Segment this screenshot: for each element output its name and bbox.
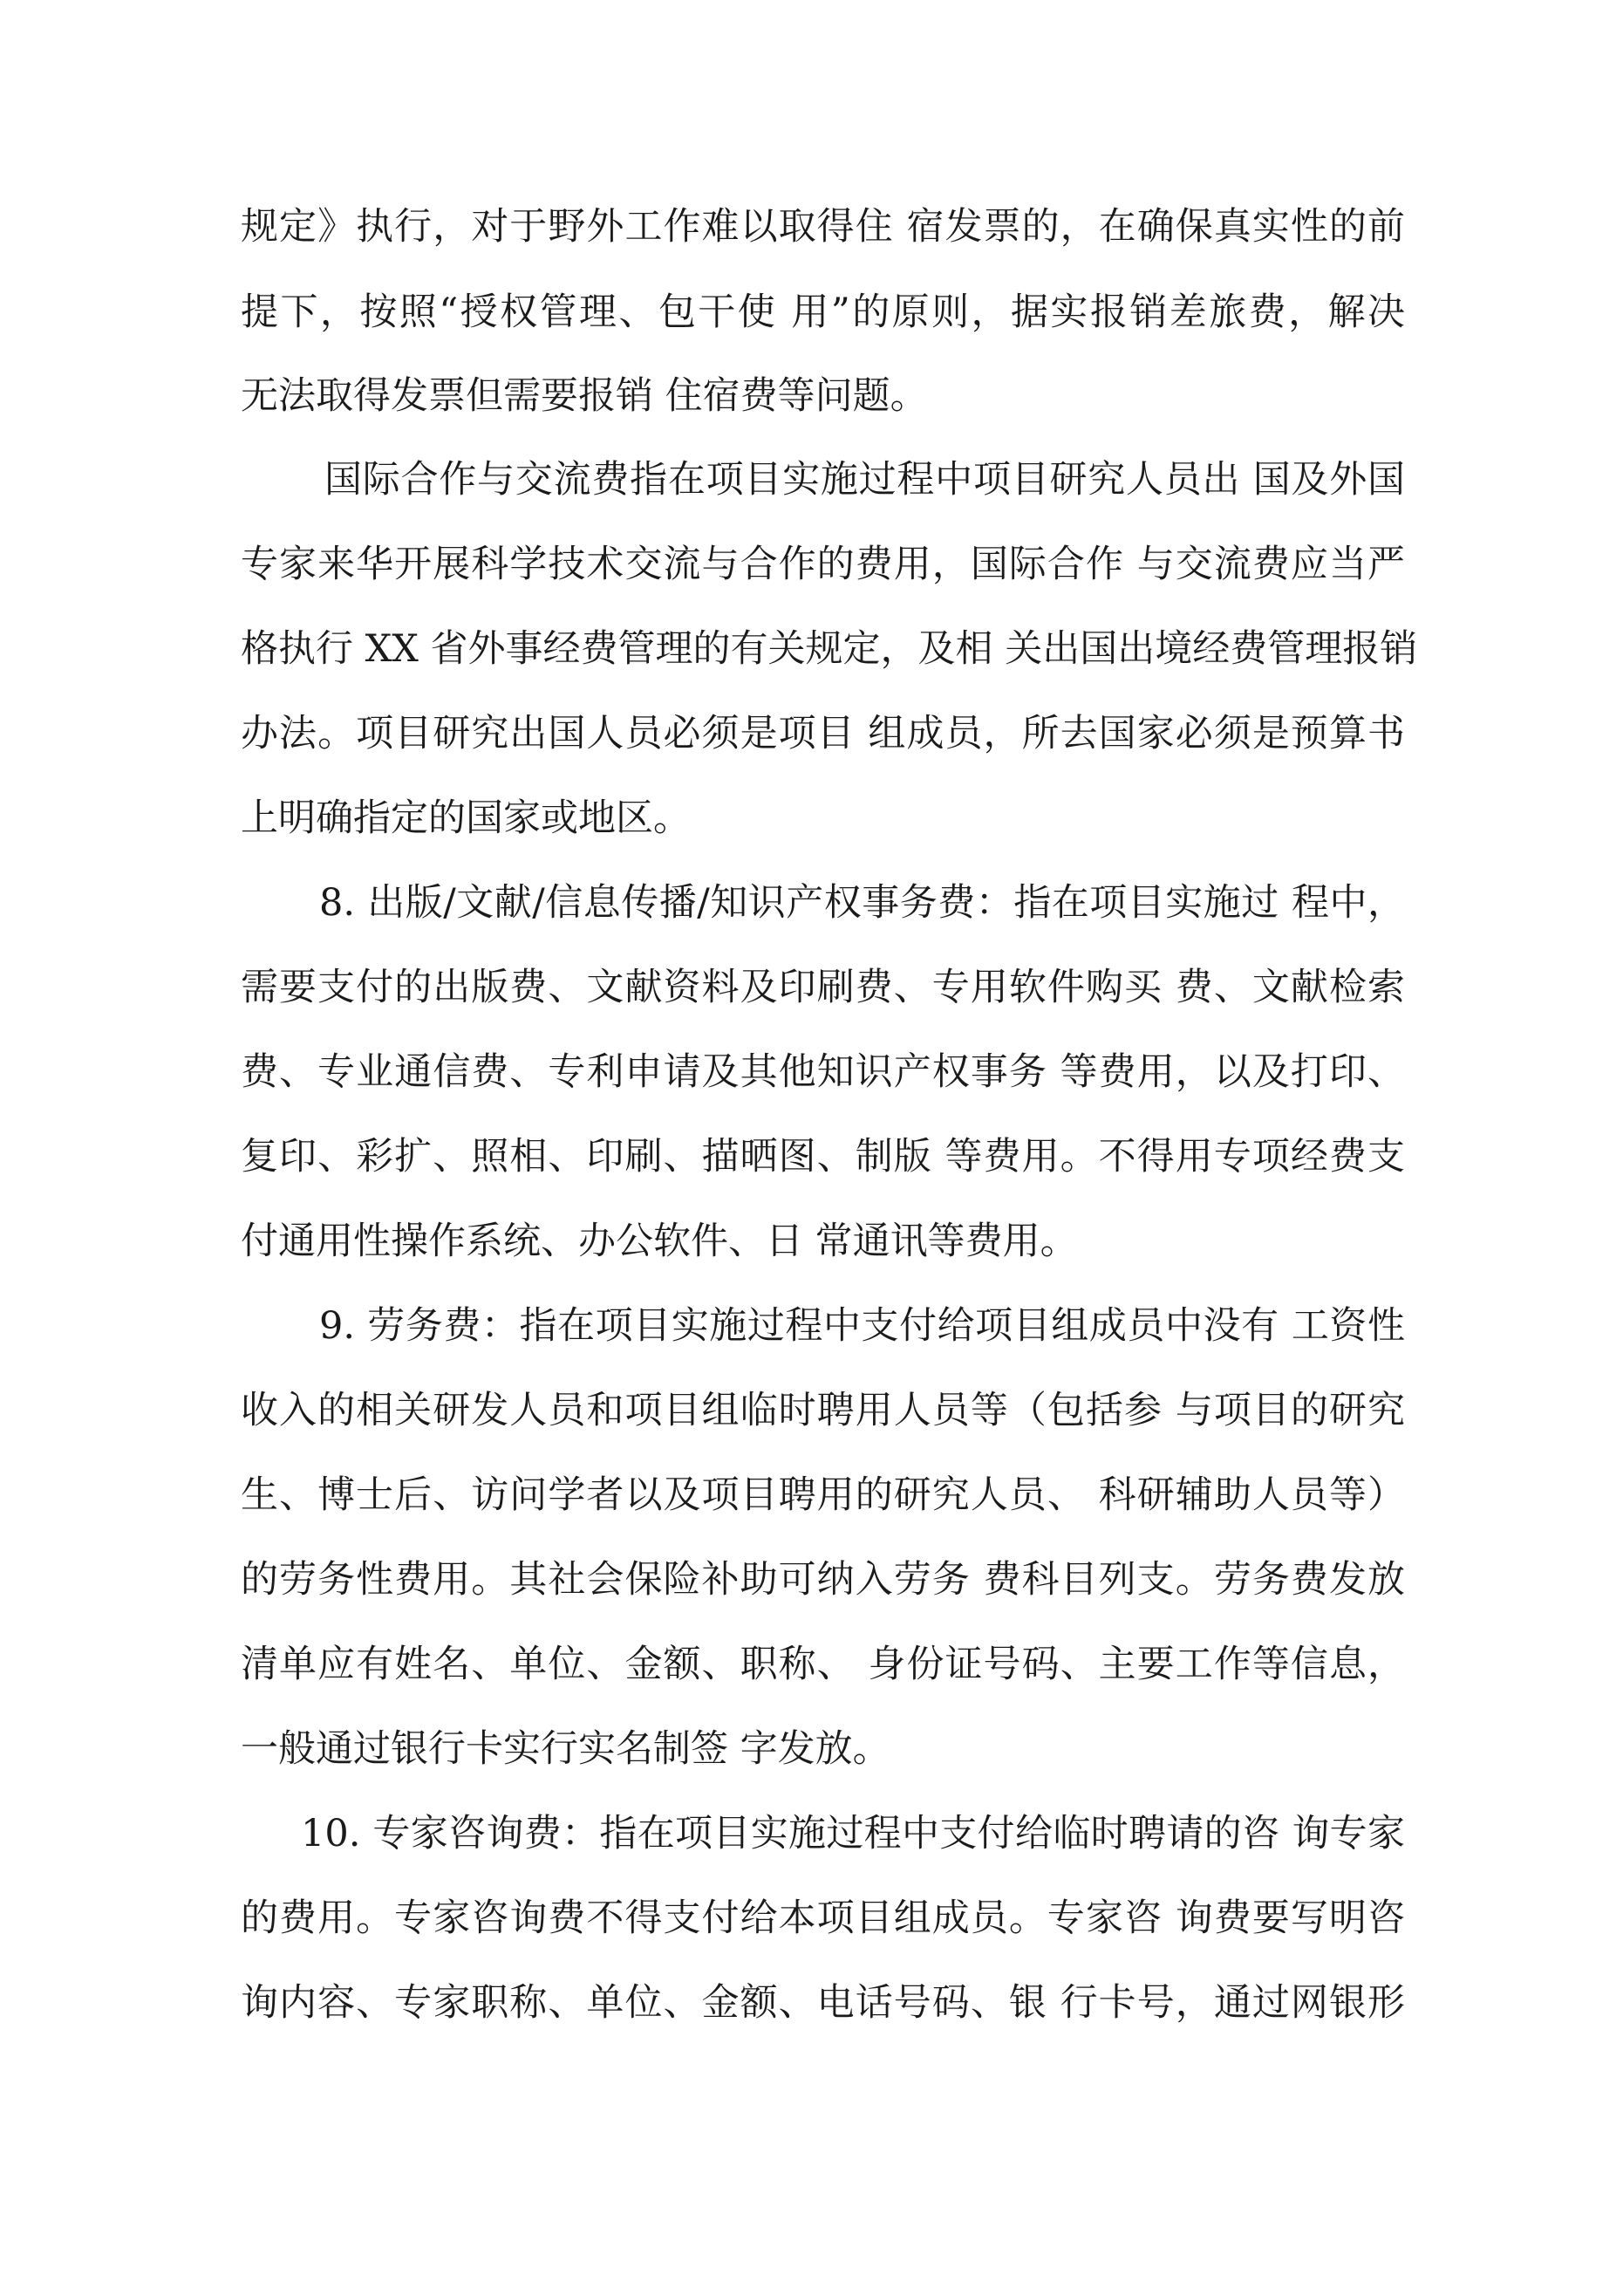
paragraph-line: 的劳务性费用。其社会保险补助可纳入劳务 费科目列支。劳务费发放: [241, 1558, 1405, 1602]
paragraph-line: 收入的相关研发人员和项目组临时聘用人员等（包括参 与项目的研究: [241, 1389, 1405, 1432]
paragraph-line: 格执行 XX 省外事经费管理的有关规定，及相 关出国出境经费管理报销: [241, 627, 1418, 671]
paragraph-line: 办法。项目研究出国人员必须是项目 组成员，所去国家必须是预算书: [241, 712, 1405, 755]
paragraph-line: 规定》执行，对于野外工作难以取得住 宿发票的，在确保真实性的前: [241, 205, 1405, 249]
paragraph-line: 需要支付的出版费、文献资料及印刷费、专用软件购买 费、文献检索: [241, 966, 1405, 1009]
paragraph-line: 生、博士后、访问学者以及项目聘用的研究人员、 科研辅助人员等）: [241, 1473, 1405, 1517]
paragraph-line: 费、专业通信费、专利申请及其他知识产权事务 等费用，以及打印、: [241, 1050, 1405, 1094]
paragraph-line: 上明确指定的国家或地区。: [241, 796, 691, 840]
paragraph-line: 提下，按照“授权管理、包干使 用”的原则，据实报销差旅费，解决: [241, 290, 1405, 334]
paragraph-line: 8. 出版/文献/信息传播/知识产权事务费：指在项目实施过 程中，: [319, 881, 1405, 925]
paragraph-line: 付通用性操作系统、办公软件、日 常通讯等费用。: [241, 1220, 1078, 1263]
paragraph-line: 一般通过银行卡实行实名制签 字发放。: [241, 1727, 890, 1771]
paragraph-line: 的费用。专家咨询费不得支付给本项目组成员。专家咨 询费要写明咨: [241, 1896, 1405, 1940]
paragraph-line: 复印、彩扩、照相、印刷、描晒图、制版 等费用。不得用专项经费支: [241, 1135, 1405, 1179]
paragraph-line: 询内容、专家职称、单位、金额、电话号码、银 行卡号，通过网银形: [241, 1981, 1405, 2025]
paragraph-line: 9. 劳务费：指在项目实施过程中支付给项目组成员中没有 工资性: [319, 1304, 1405, 1348]
paragraph-line: 国际合作与交流费指在项目实施过程中项目研究人员出 国及外国: [324, 458, 1405, 502]
paragraph-line: 清单应有姓名、单位、金额、职称、 身份证号码、主要工作等信息，: [241, 1643, 1405, 1686]
paragraph-line: 专家来华开展科学技术交流与合作的费用，国际合作 与交流费应当严: [241, 543, 1405, 586]
paragraph-line: 10. 专家咨询费：指在项目实施过程中支付给临时聘请的咨 询专家: [301, 1812, 1405, 1855]
paragraph-line: 无法取得发票但需要报销 住宿费等问题。: [241, 374, 928, 418]
